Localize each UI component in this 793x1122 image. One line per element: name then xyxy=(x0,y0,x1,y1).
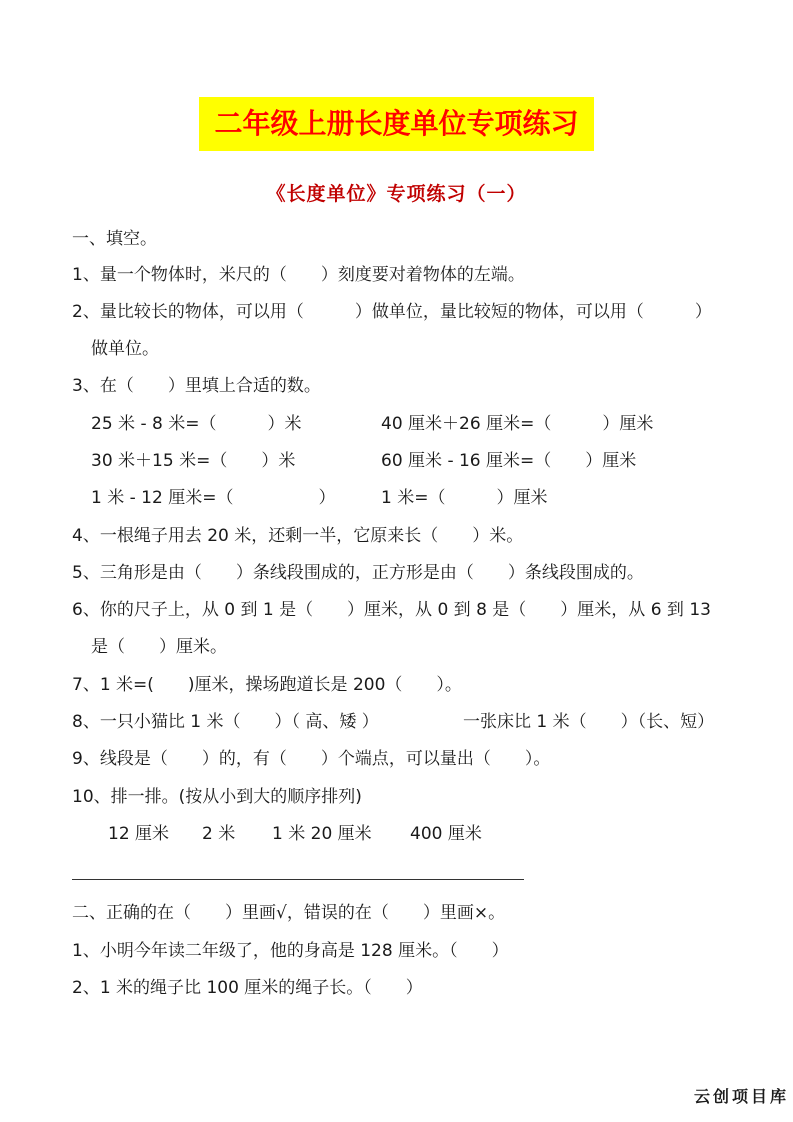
section2-heading: 二、正确的在（ ）里画√，错误的在（ ）里画×。 xyxy=(72,903,506,923)
answer-line xyxy=(72,879,524,880)
q3-item-2: 40 厘米＋26 厘米=（ ）厘米 xyxy=(381,414,654,434)
q3-item-3: 30 米＋15 米=（ ）米 xyxy=(91,451,296,471)
question-1: 1、量一个物体时，米尺的（ ）刻度要对着物体的左端。 xyxy=(72,265,525,285)
question-7: 7、1 米=( )厘米，操场跑道长是 200（ ）。 xyxy=(72,675,462,695)
question-3: 3、在（ ）里填上合适的数。 xyxy=(72,376,321,396)
question-8-part1: 8、一只小猫比 1 米（ ）（ 高、矮 ） xyxy=(72,712,379,732)
q3-item-6: 1 米=（ ）厘米 xyxy=(381,488,548,508)
question-2-line2: 做单位。 xyxy=(91,339,159,359)
question-9: 9、线段是（ ）的，有（ ）个端点，可以量出（ ）。 xyxy=(72,749,551,769)
q10-item-4: 400 厘米 xyxy=(410,824,482,844)
section-subtitle: 《长度单位》专项练习（一） xyxy=(266,183,527,205)
q3-item-5: 1 米 - 12 厘米=（ ） xyxy=(91,488,336,508)
q10-item-3: 1 米 20 厘米 xyxy=(272,824,372,844)
q10-item-1: 12 厘米 xyxy=(108,824,170,844)
q3-item-1: 25 米 - 8 米=（ ）米 xyxy=(91,414,302,434)
question-6-line1: 6、你的尺子上，从 0 到 1 是（ ）厘米，从 0 到 8 是（ ）厘米，从 6 到 13 xyxy=(72,600,711,620)
question-8-part2: 一张床比 1 米（ ）（长、短） xyxy=(463,712,715,732)
q10-item-2: 2 米 xyxy=(202,824,236,844)
section1-heading: 一、填空。 xyxy=(72,229,157,249)
question-6-line2: 是（ ）厘米。 xyxy=(91,637,227,657)
section2-question-1: 1、小明今年读二年级了，他的身高是 128 厘米。（ ） xyxy=(72,941,509,961)
page-title: 二年级上册长度单位专项练习 xyxy=(199,97,594,151)
section2-question-2: 2、1 米的绳子比 100 厘米的绳子长。（ ） xyxy=(72,978,423,998)
footer-watermark: 云创项目库 xyxy=(694,1087,790,1106)
question-4: 4、一根绳子用去 20 米，还剩一半，它原来长（ ）米。 xyxy=(72,526,524,546)
question-10: 10、排一排。(按从小到大的顺序排列) xyxy=(72,787,362,807)
q3-item-4: 60 厘米 - 16 厘米=（ ）厘米 xyxy=(381,451,637,471)
question-5: 5、三角形是由（ ）条线段围成的，正方形是由（ ）条线段围成的。 xyxy=(72,563,644,583)
question-2-line1: 2、量比较长的物体，可以用（ ）做单位，量比较短的物体，可以用（ ） xyxy=(72,302,712,322)
